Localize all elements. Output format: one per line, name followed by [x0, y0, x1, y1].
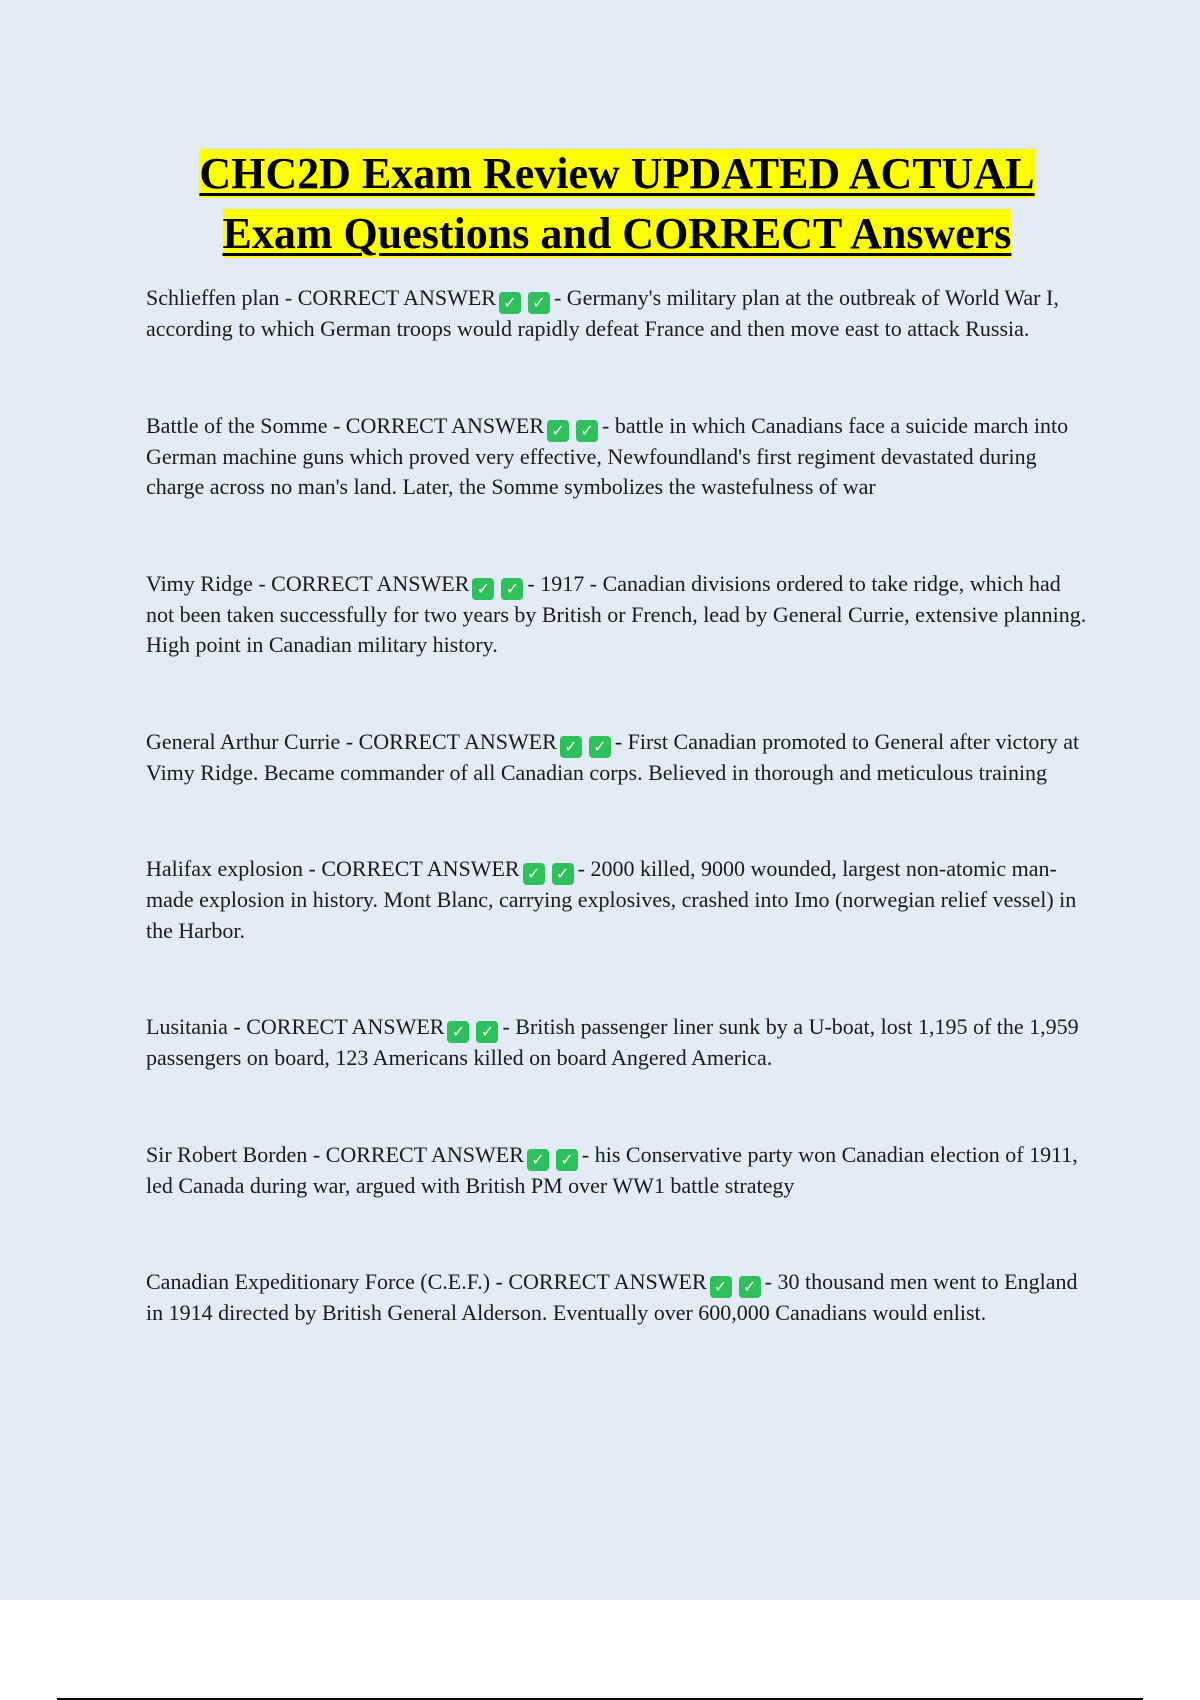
- entry-definition: battle in which Canadians face a suicide march into German machine guns which proved very effective, Newfoundland's first regiment devastated during charge across no man's land. Later, the Somme symbolizes the wastefulness of war: [146, 412, 1069, 499]
- entry-term: Halifax explosion: [146, 856, 304, 881]
- document-title: [130, 144, 1104, 264]
- check-mark-icon: ✓: [556, 1149, 578, 1171]
- correct-answer-label: CORRECT ANSWER: [325, 1141, 524, 1167]
- check-mark-icon: ✓: [447, 1021, 469, 1043]
- check-mark-icon: ✓: [476, 1021, 498, 1043]
- entry-term: Lusitania: [146, 1014, 228, 1039]
- check-mark-icon: ✓: [710, 1276, 732, 1298]
- check-mark-icon: ✓: [523, 863, 545, 885]
- check-mark-icon: ✓: [552, 863, 574, 885]
- entry-definition: 1917 - Canadian divisions ordered to take ridge, which had not been taken successfully for two years by British or French, lead by General Currie, extensive planning. High point in Canadian military history.: [146, 570, 1087, 657]
- entry-term: Canadian Expeditionary Force (C.E.F.): [146, 1269, 491, 1294]
- flashcard-entry: General Arthur Currie - CORRECT ANSWER ✓ ✓ - First Canadian promoted to General after victory at Vimy Ridge. Became commander of all Canadian corps. Believed in thorough and meticulous training: [146, 728, 1080, 785]
- flashcard-entry: Battle of the Somme - CORRECT ANSWER ✓ ✓ - battle in which Canadians face a suicide march into German machine guns which proved very effective, Newfoundland's first regiment devastated during charge across no man's land. Later, the Somme symbolizes the wastefulness of war: [146, 412, 1069, 499]
- title-line-2: Exam Questions and CORRECT Answers: [222, 209, 1012, 258]
- check-mark-icon: ✓: [739, 1276, 761, 1298]
- flashcard-entry: Canadian Expeditionary Force (C.E.F.) - CORRECT ANSWER ✓ ✓ - 30 thousand men went to England in 1914 directed by British General Alderson. Eventually over 600,000 Canadians would enlist.: [146, 1269, 1078, 1325]
- check-mark-icon: ✓: [560, 736, 582, 758]
- check-mark-icon: ✓: [528, 292, 550, 314]
- correct-answer-label: CORRECT ANSWER: [508, 1269, 707, 1294]
- flashcard-entry: Schlieffen plan - CORRECT ANSWER ✓ ✓ - Germany's military plan at the outbreak of World War I, according to which German troops would rapidly defeat France and then move east to attack Russia.: [146, 285, 1059, 341]
- check-mark-icon: ✓: [547, 420, 569, 442]
- entry-term: Vimy Ridge: [146, 570, 253, 596]
- correct-answer-label: CORRECT ANSWER: [358, 728, 557, 754]
- entry-term: General Arthur Currie: [146, 728, 341, 754]
- entry-definition: his Conservative party won Canadian election of 1911, led Canada during war, argued with British PM over WW1 battle strategy: [146, 1141, 1078, 1198]
- flashcard-entry: Halifax explosion - CORRECT ANSWER ✓ ✓ - 2000 killed, 9000 wounded, largest non-atomic man-made explosion in history. Mont Blanc, carrying explosives, crashed into Imo (norwegian relief vessel) in the Harbor.: [146, 856, 1077, 943]
- entry-term: Sir Robert Borden: [146, 1141, 308, 1167]
- correct-answer-label: CORRECT ANSWER: [246, 1014, 445, 1039]
- correct-answer-label: CORRECT ANSWER: [297, 285, 496, 310]
- entry-definition: First Canadian promoted to General after victory at Vimy Ridge. Became commander of all Canadian corps. Believed in thorough and meticulous training: [146, 728, 1080, 785]
- check-mark-icon: ✓: [589, 736, 611, 758]
- entry-term: Battle of the Somme: [146, 412, 328, 438]
- check-mark-icon: ✓: [501, 578, 523, 600]
- correct-answer-label: CORRECT ANSWER: [321, 856, 520, 881]
- flashcard-entry: Sir Robert Borden - CORRECT ANSWER ✓ ✓ - his Conservative party won Canadian election of 1911, led Canada during war, argued with British PM over WW1 battle strategy: [146, 1141, 1078, 1198]
- title-line-1: CHC2D Exam Review UPDATED ACTUAL: [199, 149, 1035, 198]
- correct-answer-label: CORRECT ANSWER: [345, 412, 545, 438]
- entry-term: Schlieffen plan: [146, 285, 280, 310]
- flashcard-list: [146, 283, 1090, 1395]
- entry-definition: Germany's military plan at the outbreak of World War I, according to which German troops would rapidly defeat France and then move east to attack Russia.: [146, 285, 1059, 341]
- entry-definition: 30 thousand men went to England in 1914 directed by British General Alderson. Eventually over 600,000 Canadians would enlist.: [146, 1269, 1078, 1325]
- entry-definition: 2000 killed, 9000 wounded, largest non-atomic man-made explosion in history. Mont Blanc, carrying explosives, crashed into Imo (norwegian relief vessel) in the Harbor.: [146, 856, 1077, 943]
- check-mark-icon: ✓: [576, 420, 598, 442]
- check-mark-icon: ✓: [472, 578, 494, 600]
- flashcard-entry: Vimy Ridge - CORRECT ANSWER ✓ ✓ - 1917 - Canadian divisions ordered to take ridge, which had not been taken successfully for two years by British or French, lead by General Currie, extensive planning. High point in Canadian military history.: [146, 570, 1087, 657]
- entry-definition: British passenger liner sunk by a U-boat, lost 1,195 of the 1,959 passengers on board, 123 Americans killed on board Angered America.: [146, 1014, 1079, 1070]
- correct-answer-label: CORRECT ANSWER: [271, 570, 470, 596]
- check-mark-icon: ✓: [527, 1149, 549, 1171]
- check-mark-icon: ✓: [499, 292, 521, 314]
- flashcard-entry: Lusitania - CORRECT ANSWER ✓ ✓ - British passenger liner sunk by a U-boat, lost 1,195 of the 1,959 passengers on board, 123 Americans killed on board Angered America.: [146, 1014, 1079, 1070]
